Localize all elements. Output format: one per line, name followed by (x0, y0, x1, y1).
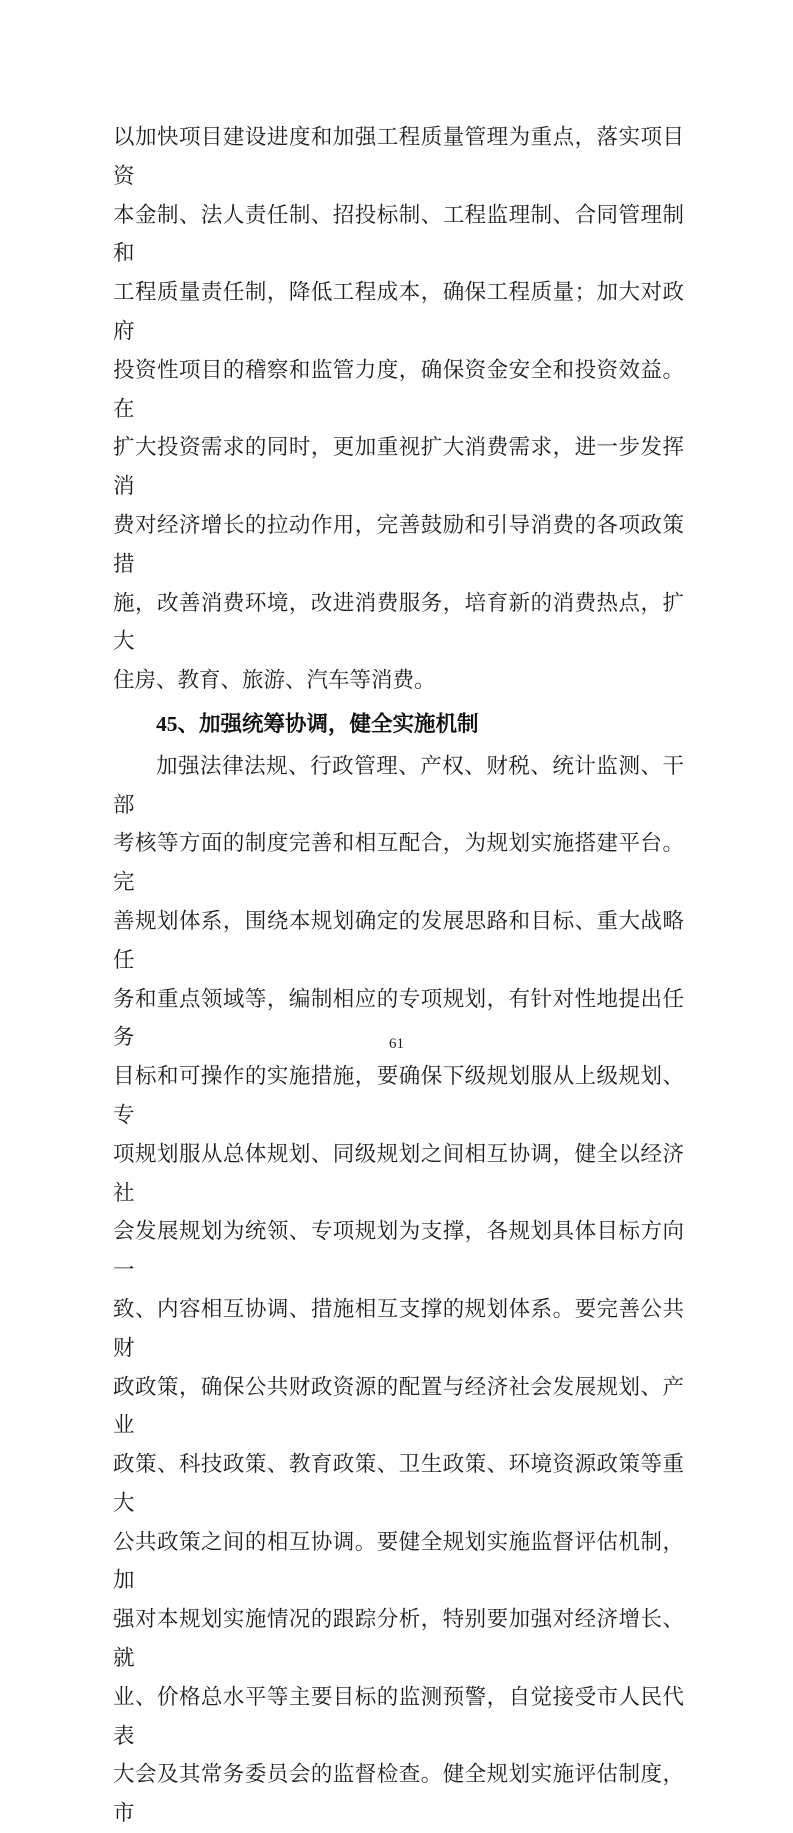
text-line: 善规划体系，围绕本规划确定的发展思路和目标、重大战略任 (113, 908, 684, 972)
text-line: 务和重点领域等，编制相应的专项规划，有针对性地提出任务 (113, 986, 684, 1050)
section-heading: 45、加强统筹协调，健全实施机制 (156, 711, 479, 736)
text-line: 工程质量责任制，降低工程成本，确保工程质量；加大对政府 (113, 280, 684, 343)
text-line: 政政策，确保公共财政资源的配置与经济社会发展规划、产业 (113, 1374, 684, 1438)
text-line: 本金制、法人责任制、招投标制、工程监理制、合同管理制和 (113, 202, 684, 266)
text-line: 扩大投资需求的同时，更加重视扩大消费需求，进一步发挥消 (113, 435, 684, 499)
text-line: 投资性项目的稽察和监管力度，确保资金安全和投资效益。在 (113, 357, 684, 421)
text-line: 会发展规划为统领、专项规划为支撑，各规划具体目标方向一 (113, 1219, 684, 1283)
text-line: 强对本规划实施情况的跟踪分析，特别要加强对经济增长、就 (113, 1607, 684, 1671)
page-number: 61 (389, 1036, 404, 1052)
text-line: 业、价格总水平等主要目标的监测预警，自觉接受市人民代表 (113, 1684, 684, 1748)
text-line: 费对经济增长的拉动作用，完善鼓励和引导消费的各项政策措 (113, 512, 684, 576)
text-line: 项规划服从总体规划、同级规划之间相互协调，健全以经济社 (113, 1141, 684, 1205)
text-line: 施，改善消费环境，改进消费服务，培育新的消费热点，扩大 (113, 590, 684, 654)
page-body (113, 118, 684, 1833)
text-line: 大会及其常务委员会的监督检查。健全规划实施评估制度，市 (113, 1762, 684, 1826)
text-line: 目标和可操作的实施措施，要确保下级规划服从上级规划、专 (113, 1064, 684, 1127)
text-line: 政策、科技政策、教育政策、卫生政策、环境资源政策等重大 (113, 1452, 684, 1515)
text-line: 加强法律法规、行政管理、产权、财税、统计监测、干部 (113, 753, 684, 817)
text-line: 公共政策之间的相互协调。要健全规划实施监督评估机制，加 (113, 1529, 684, 1593)
text-line: 致、内容相互协调、措施相互支撑的规划体系。要完善公共财 (113, 1296, 684, 1360)
text-line: 住房、教育、旅游、汽车等消费。 (113, 668, 436, 693)
text-line: 以加快项目建设进度和加强工程质量管理为重点，落实项目资 (113, 125, 684, 188)
text-line: 考核等方面的制度完善和相互配合，为规划实施搭建平台。完 (113, 831, 684, 895)
